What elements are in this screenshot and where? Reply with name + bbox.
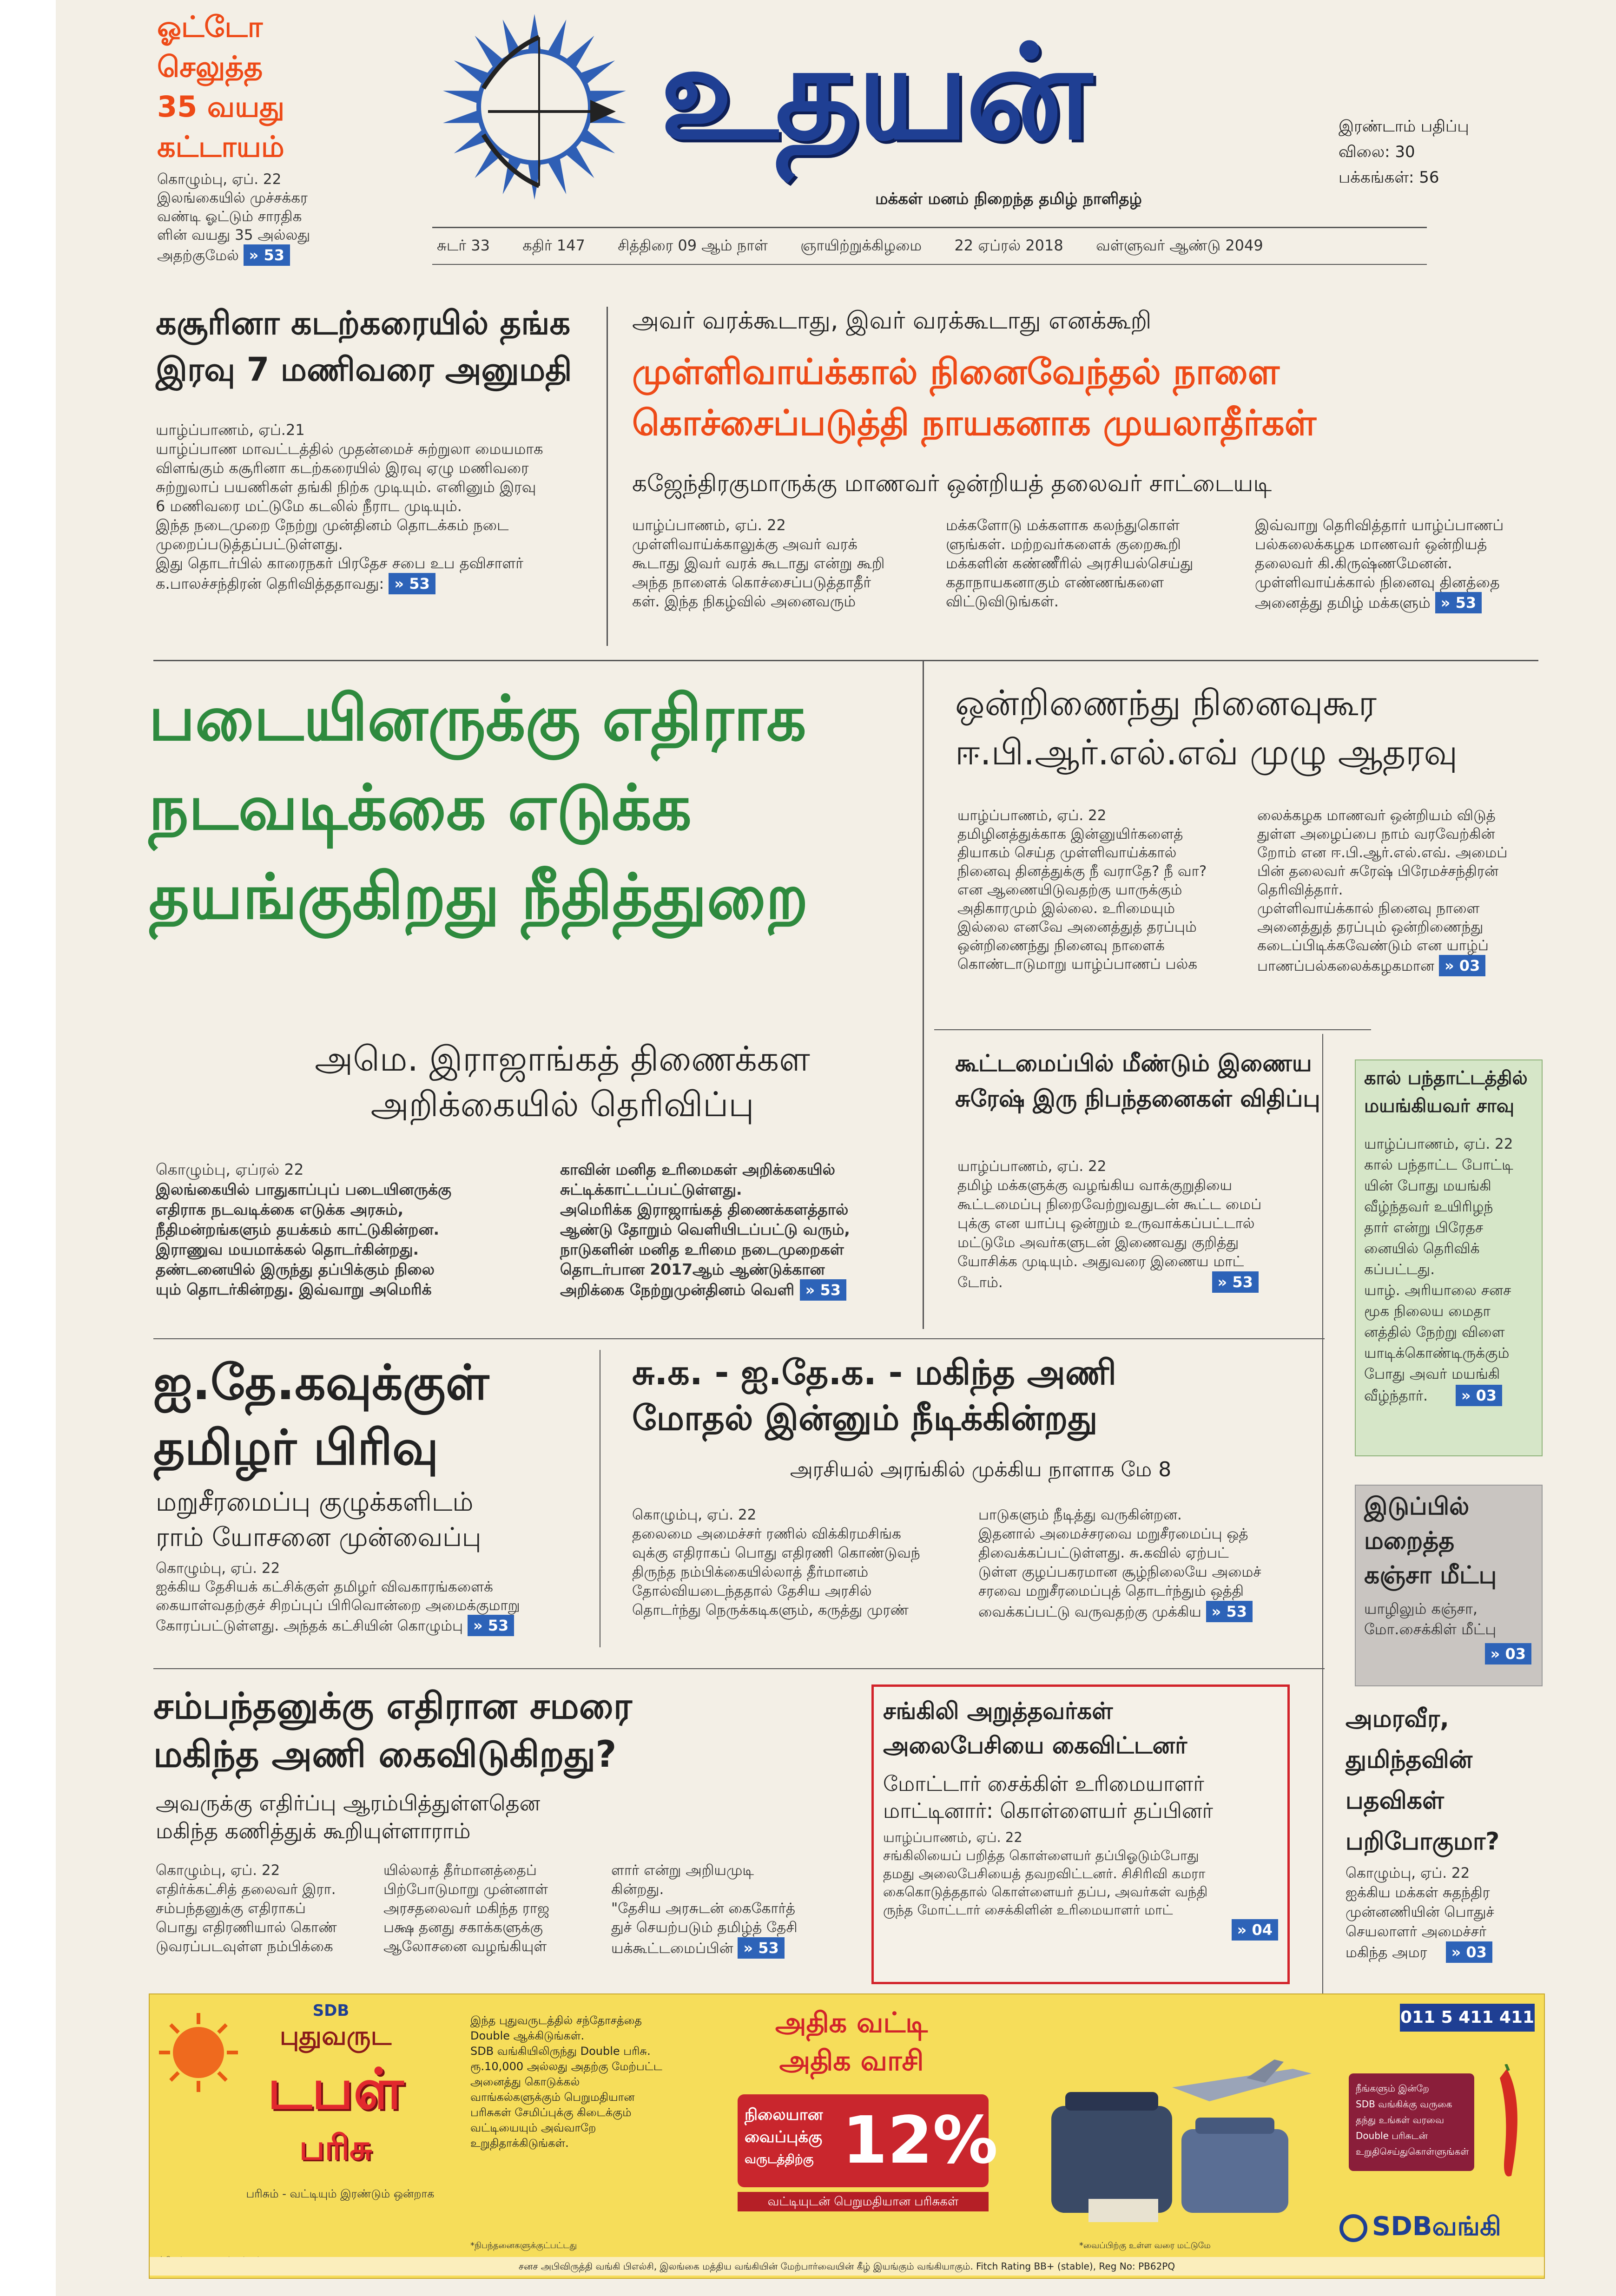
chili-icon	[1488, 2064, 1530, 2185]
deposit-label: நிலையான வைப்புக்கு வருடத்திற்கு	[745, 2105, 823, 2166]
mullivaikkal-subhead: கஜேந்திரகுமாருக்கு மாணவர் ஒன்றியத் தலைவர் சாட்டையடி	[632, 470, 1272, 497]
ganja-headline: இடுப்பில் மறைத்த கஞ்சா மீட்பு	[1364, 1493, 1497, 1589]
continue-page-marker[interactable]: » 53	[1212, 1271, 1259, 1293]
unp-split-subhead: மறுசீரமைப்பு குழுக்களிடம் ராம் யோசனை முன்வைப்பு	[156, 1487, 482, 1553]
continue-page-marker[interactable]: » 53	[244, 244, 290, 266]
football-body: யாழ்ப்பாணம், ஏப். 22 கால் பந்தாட்ட போட்டி யின் போது மயங்கி வீழ்ந்தவர் உயிரிழந் தார் என்று பிரேதச னையில் தெரிவிக் கப்பட்டது. யாழ். அரியாலை சனச மூக நிலைய மைதா னத்தில் நேற்று விளை யாடிக்கொண்டிருக்கும் போது அவர் மயங்கி வீழ்ந்தார். » 03	[1364, 1134, 1541, 1407]
continue-page-marker[interactable]: » 03	[1485, 1643, 1531, 1664]
judiciary-subhead: அமெ. இராஜாங்கத் திணைக்கள அறிக்கையில் தெரிவிப்பு	[315, 1039, 810, 1125]
sampanthan-subhead: அவருக்கு எதிர்ப்பு ஆரம்பித்துள்ளதென மகிந்த கணித்துக் கூறியுள்ளாராம்	[156, 1790, 541, 1843]
casuarina-body: யாழ்ப்பாணம், ஏப்.21 யாழ்ப்பாண மாவட்டத்தில் முதன்மைச் சுற்றுலா மையமாக விளங்கும் கசூரினா கடற்கரையில் இரவு ஏழு மணிவரை சுற்றுலாப் பயணிகள் தங்கி நிற்க முடியும். எனினும் இரவு 6 மணிவரை மட்டுமே கடலில் நீராட முடியும். இந்த நடைமுறை நேற்று முன்தினம் தொடக்கம் நடை முறைப்படுத்தப்பட்டுள்ளது. இது தொடர்பில் காரைநகர் பிரதேச சபை உப தவிசாளர் க.பாலச்சந்திரன் தெரிவித்ததாவது: » 53	[156, 421, 658, 594]
price-label: விலை: 30	[1339, 143, 1415, 161]
column-rule	[923, 660, 924, 1329]
bottom-left-note: *நிபந்தனைகளுக்குட்பட்டது	[470, 2241, 577, 2250]
advert-footer: சனச அபிவிருத்தி வங்கி பிஎல்சி, இலங்கை மத்திய வங்கியின் மேற்பார்வையின் கீழ் இயங்கும் வங்கியாகும். Fitch Rating BB+ (stable), Reg No: PB62PQ	[150, 2257, 1544, 2276]
row-rule	[153, 1338, 1325, 1339]
sdb-mini-logo: SDB	[312, 2001, 350, 2020]
unp-split-headline: ஐ.தே.கவுக்குள் தமிழர் பிரிவு	[153, 1354, 489, 1476]
sampanthan-col1: கொழும்பு, ஏப். 22 எதிர்க்கட்சித் தலைவர் இரா. சம்பந்தனுக்கு எதிராகப் பொது எதிரணியால் கொண் டுவரப்படவுள்ள நம்பிக்கை	[156, 1862, 337, 1955]
mullivaikkal-col2: மக்களோடு மக்களாக கலந்துகொள் ளுங்கள். மற்றவர்களைக் குறைகூறி மக்களின் கண்ணீரில் அரசியல்செய்து கதாநாயகனாகும் எண்ணங்களை விட்டுவிடுங்கள்.	[946, 516, 1194, 610]
suresh-headline: கூட்டமைப்பில் மீண்டும் இணைய சுரேஷ் இரு நிபந்தனைகள் விதிப்பு	[955, 1050, 1320, 1112]
bottom-mid-note: *வைப்பிற்கு உள்ள வரை மட்டுமே	[1079, 2241, 1211, 2250]
sun-icon	[159, 2013, 238, 2092]
edition-label: இரண்டாம் பதிப்பு	[1339, 117, 1469, 136]
phone-number[interactable]: 011 5 411 411	[1400, 2004, 1535, 2032]
row-rule	[934, 1029, 1371, 1030]
masthead-logo: உதயன்	[660, 17, 1090, 169]
sampanthan-headline: சம்பந்தனுக்கு எதிரான சமரை மகிந்த அணி கைவிடுகிறது?	[153, 1685, 632, 1776]
masthead-info	[1339, 114, 1506, 191]
sdb-advert[interactable]	[149, 1993, 1545, 2279]
eprlf-col1: யாழ்ப்பாணம், ஏப். 22 தமிழினத்துக்காக இன்னுயிர்களைத் தியாகம் செய்த முள்ளிவாய்க்கால் நினைவு தினத்துக்கு நீ வராதே? நீ வா? என ஆணையிடுவதற்கு யாருக்கும் அதிகாரமும் இல்லை. உரிமையும் இல்லை எனவே அனைத்துத் தரப்பும் ஒன்றிணைந்து நினைவு நாளைக் கொண்டாடுமாறு யாழ்ப்பாணப் பல்க	[957, 807, 1207, 973]
promo-sub: பரிசும் - வட்டியும் இரண்டும் ஒன்றாக	[246, 2187, 435, 2200]
dateline-rule-top	[432, 227, 1427, 228]
slfp-unp-col2: பாடுகளும் நீடித்து வருகின்றன. இதனால் அமைச்சரவை மறுசீரமைப்பு ஒத் திவைக்கப்பட்டுள்ளது. சு.கவில் ஏற்பட் டுள்ள குழப்பகரமான சூழ்நிலையே அமைச் சரவை மறுசீரமைப்புத் தொடர்ந்தும் ஒத்தி வைக்கப்பட்டு வருவதற்கு முக்கிய » 53	[978, 1506, 1332, 1622]
rate-heading: அதிக வட்டி அதிக வாசி	[775, 2007, 928, 2077]
mullivaikkal-headline: முள்ளிவாய்க்கால் நினைவேந்தல் நாளை கொச்சைப்படுத்தி நாயகனாக முயலாதீர்கள்	[632, 351, 1317, 443]
slfp-unp-col1: கொழும்பு, ஏப். 22 தலைமை அமைச்சர் ரணில் விக்கிரமசிங்க வுக்கு எதிராகப் பொது எதிரணி கொண்டுவந் திருந்த நம்பிக்கையில்லாத் தீர்மானம் தோல்வியடைந்ததால் தேசிய அரசில் தொடர்ந்து நெருக்கடிகளும், கருத்து முரண்	[632, 1507, 920, 1618]
masthead-tagline: மக்கள் மனம் நிறைந்த தமிழ் நாளிதழ்	[875, 190, 1142, 208]
pages-label: பக்கங்கள்: 56	[1339, 168, 1439, 187]
teaser-headline: ஓட்டோ செலுத்த 35 வயது கட்டாயம்	[157, 10, 285, 164]
continue-page-marker[interactable]: » 53	[800, 1279, 846, 1301]
travel-illustration	[1033, 2059, 1330, 2231]
dateline-rule-bottom	[432, 264, 1427, 265]
sdb-bank-logo: SDBவங்கி	[1339, 2208, 1535, 2245]
sampanthan-col3: ளார் என்று அறியமுடி கின்றது. "தேசிய அரசுடன் கைகோர்த் துச் செயற்படும் தமிழ்த் தேசி யக்கூட்டமைப்பின் » 53	[611, 1861, 881, 1959]
teaser-body: கொழும்பு, ஏப். 22 இலங்கையில் முச்சக்கர வண்டி ஓட்டும் சாரதிக ளின் வயது 35 அல்லது அதற்குமேல் » 53	[157, 170, 352, 266]
continue-page-marker[interactable]: » 04	[1232, 1919, 1278, 1941]
sdb-swirl-icon	[1339, 2214, 1367, 2242]
promo-title: புதுவருட டபள் பரிசு	[267, 2021, 404, 2168]
sun-logo-icon	[437, 9, 632, 204]
right-note: நீங்களும் இன்றே SDB வங்கிக்கு வருகை தந்து உங்கள் வரவை Double பரிசுடன் உறுதிசெய்துகொள்ளுங்கள்	[1356, 2083, 1469, 2157]
slfp-unp-headline: சு.க. - ஐ.தே.க. - மகிந்த அணி மோதல் இன்னும் நீடிக்கின்றது	[632, 1353, 1117, 1438]
continue-page-marker[interactable]: » 53	[1206, 1601, 1253, 1622]
amaraweera-headline: அமரவீர, துமிந்தவின் பதவிகள் பறிபோகுமா?	[1346, 1705, 1500, 1855]
chain-headline: சங்கிலி அறுத்தவர்கள் அலைபேசியை கைவிட்டனர்	[883, 1697, 1187, 1759]
continue-page-marker[interactable]: » 53	[738, 1937, 784, 1959]
amaraweera-body: கொழும்பு, ஏப். 22 ஐக்கிய மக்கள் சுதந்திர முன்னணியின் பொதுச் செயலாளர் அமைச்சர் மகிந்த அமர » 03	[1346, 1863, 1541, 1963]
unp-split-body: கொழும்பு, ஏப். 22 ஐக்கிய தேசியக் கட்சிக்குள் தமிழர் விவகாரங்களைக் கையாள்வதற்குச் சிறப்புப் பிரிவொன்றை அமைக்குமாறு கோரப்பட்டுள்ளது. அந்தக் கட்சியின் கொழும்பு » 53	[156, 1559, 620, 1636]
continue-page-marker[interactable]: » 03	[1446, 1941, 1492, 1963]
eprlf-col2: லைக்கழக மாணவர் ஒன்றியம் விடுத் துள்ள அழைப்பை நாம் வரவேற்கின் றோம் என ஈ.பி.ஆர்.எல்.எவ். அமைப் பின் தலைவர் சுரேஷ் பிரேமச்சந்திரன் தெரிவித்தார். முள்ளிவாய்க்கால் நினைவு நாளை அனைத்துத் தரப்பும் ஒன்றிணைந்து கடைப்பிடிக்கவேண்டும் என யாழ்ப் பாணப்பல்கலைக்கழகமான » 03	[1257, 806, 1545, 976]
continue-page-marker[interactable]: » 53	[1435, 592, 1482, 613]
chain-subhead: மோட்டார் சைக்கிள் உரிமையாளர் மாட்டினார்: கொள்ளையர் தப்பினர்	[883, 1771, 1213, 1823]
mullivaikkal-kicker: அவர் வரக்கூடாது, இவர் வரக்கூடாது எனக்கூறி	[632, 307, 1152, 335]
judiciary-col1: கொழும்பு, ஏப்ரல் 22 இலங்கையில் பாதுகாப்புப் படையினருக்கு எதிராக நடவடிக்கை எடுக்க அரசும், நீதிமன்றங்களும் தயக்கம் காட்டுகின்றன. இராணுவ மயமாக்கல் தொடர்கின்றது. தண்டனையில் இருந்து தப்பிக்கும் நிலை யும் தொடர்கின்றது. இவ்வாறு அமெரிக்	[156, 1160, 452, 1298]
judiciary-col2: காவின் மனித உரிமைகள் அறிக்கையில் சுட்டிக்காட்டப்பட்டுள்ளது. அமெரிக்க இராஜாங்கத் திணைக்களத்தால் ஆண்டு தோறும் வெளியிடப்பட்டு வரும், நாடுகளின் மனித உரிமை நடைமுறைகள் தொடர்பான 2017ஆம் ஆண்டுக்கான அறிக்கை நேற்றுமுன்தினம் வெளி » 53	[560, 1159, 978, 1301]
casuarina-headline: கசூரினா கடற்கரையில் தங்க இரவு 7 மணிவரை அனுமதி	[156, 304, 572, 388]
continue-page-marker[interactable]: » 03	[1456, 1385, 1502, 1406]
chain-body: யாழ்ப்பாணம், ஏப். 22 சங்கிலியைப் பறித்த கொள்ளையர் தப்பிஓடும்போது தமது அலைபேசியைத் தவறவிட்டனர். சிசிரிவி கமரா கைகொடுத்ததால் கொள்ளையர் தப்ப, அவர்கள் வந்தி ருந்த மோட்டார் சைக்கிளின் உரிமையாளர் மாட் » 04	[883, 1829, 1283, 1941]
promo-description: இந்த புதுவருடத்தில் சந்தோசத்தை Double ஆக்கிடுங்கள். SDB வங்கியிலிருந்து Double பரிசு. ரூ.10,000 அல்லது அதற்கு மேற்பட்ட அனைத்து கொடுக்கல் வாங்கல்களுக்கும் பெறுமதியான பரிசுகள் சேமிப்புக்கு கிடைக்கும் வட்டியையும் அவ்வாறே உறுதிதாக்கிடுங்கள்.	[470, 2014, 662, 2150]
judiciary-headline: படையினருக்கு எதிராக நடவடிக்கை எடுக்க தயங்குகிறது நீதித்துறை	[149, 682, 808, 933]
continue-page-marker[interactable]: » 53	[389, 573, 435, 594]
sampanthan-col2: யில்லாத் தீர்மானத்தைப் பிற்போடுமாறு முன்னாள் அரசதலைவர் மகிந்த ராஜ பக்ஷ தனது சகாக்களுக்கு ஆலோசனை வழங்கியுள்	[383, 1862, 549, 1955]
suresh-body: யாழ்ப்பாணம், ஏப். 22 தமிழ் மக்களுக்கு வழங்கிய வாக்குறுதியை கூட்டமைப்பு நிறைவேற்றுவதுடன் கூட்ட மைப் புக்கு என யாப்பு ஒன்றும் உருவாக்கப்பட்டால் மட்டுமே அவர்களுடன் இணைவது குறித்து யோசிக்க முடியும். அதுவரை இணைய மாட் டோம். » 53	[957, 1157, 1320, 1293]
column-rule	[607, 307, 608, 646]
mullivaikkal-col1: யாழ்ப்பாணம், ஏப். 22 முள்ளிவாய்க்காலுக்கு அவர் வரக் கூடாது இவர் வரக் கூடாது என்று கூறி அந்த நாளைக் கொச்சைப்படுத்தாதீர் கள். இந்த நிகழ்வில் அனைவரும்	[632, 516, 885, 610]
continue-page-marker[interactable]: » 53	[468, 1615, 514, 1636]
row-rule	[153, 660, 1538, 661]
mullivaikkal-col3: இவ்வாறு தெரிவித்தார் யாழ்ப்பாணப் பல்கலைக்கழக மாணவர் ஒன்றியத் தலைவர் கி.கிருஷ்ணமேனன். முள்ளிவாய்க்கால் நினைவு தினத்தை அனைத்து தமிழ் மக்களும் » 53	[1255, 516, 1543, 613]
newspaper-page	[56, 0, 1616, 2296]
dateline: சுடர் 33 கதிர் 147 சித்திரை 09 ஆம் நாள் ஞாயிற்றுக்கிழமை 22 ஏப்ரல் 2018 வள்ளுவர் ஆண்டு 2049	[437, 237, 1263, 254]
rate-note: வட்டியுடன் பெறுமதியான பரிசுகள்	[738, 2192, 989, 2211]
row-rule	[153, 1668, 1325, 1669]
slfp-unp-subhead: அரசியல் அரங்கில் முக்கிய நாளாக மே 8	[790, 1458, 1172, 1481]
ganja-body: யாழிலும் கஞ்சா, மோ.சைக்கிள் மீட்பு » 03	[1364, 1599, 1541, 1664]
interest-rate: 12%	[842, 2103, 998, 2178]
continue-page-marker[interactable]: » 03	[1439, 955, 1485, 976]
eprlf-headline: ஒன்றிணைந்து நினைவுகூர ஈ.பி.ஆர்.எல்.எவ் முழு ஆதரவு	[955, 682, 1458, 773]
football-headline: கால் பந்தாட்டத்தில் மயங்கியவர் சாவு	[1364, 1067, 1528, 1117]
